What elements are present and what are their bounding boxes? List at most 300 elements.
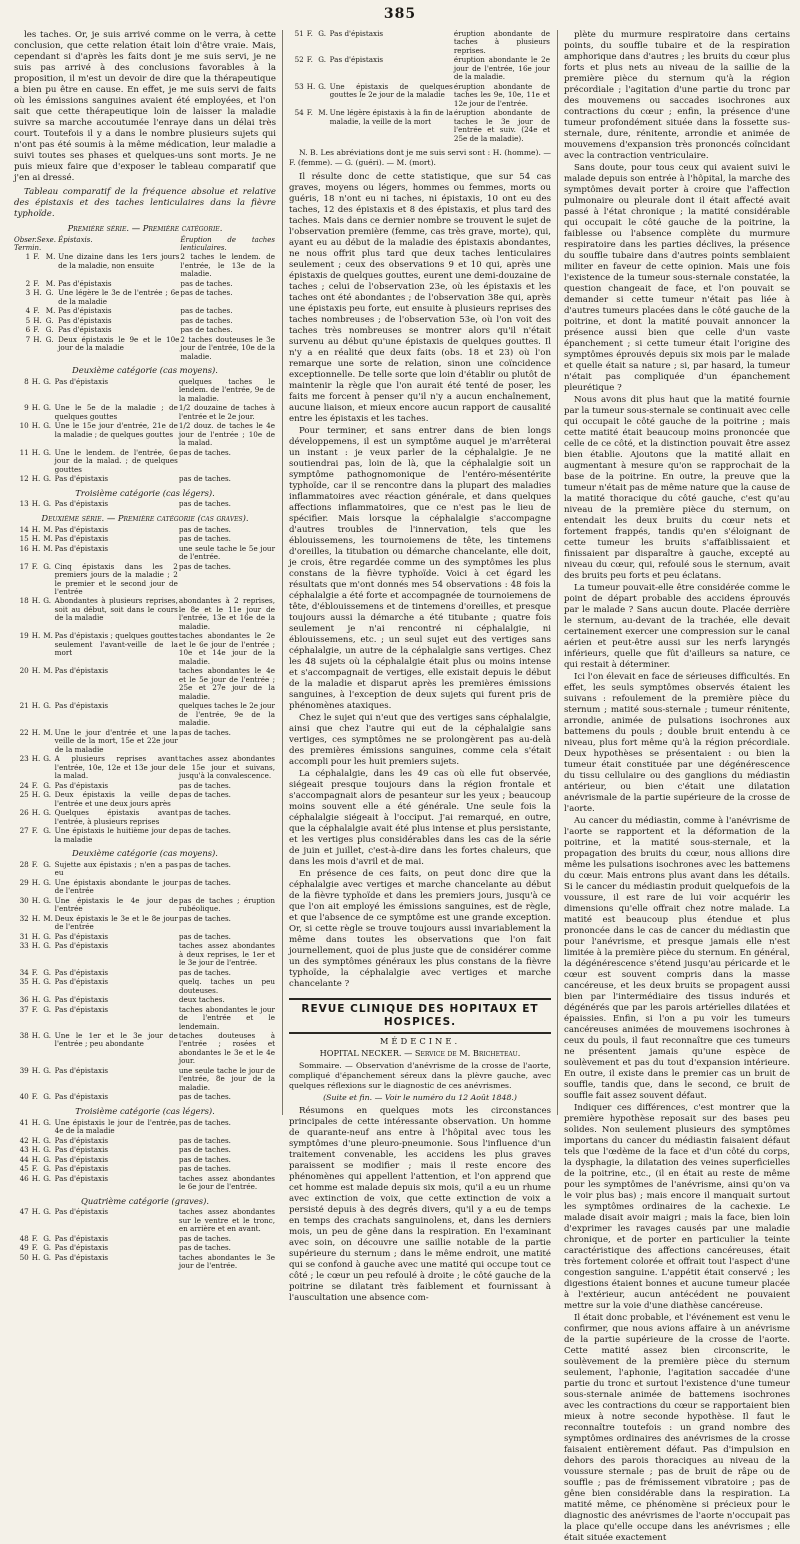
table-row [14,1067,276,1093]
epistaxis-cell: Quelques épistaxis avant l'entrée, à plusieurs reprises [54,808,178,826]
sex-cell: H. [31,1154,41,1164]
outcome-cell: G. [43,877,51,887]
sex-cell: F. [31,1092,38,1102]
outcome-cell: M. [43,534,53,544]
epistaxis-cell: Pas d'épistaxis [54,1092,109,1102]
eruption-cell: pas de taches. [178,859,231,869]
header-obs: Obser.Sexe. Termin. [14,235,57,252]
table-row [14,1137,276,1146]
outcome-cell: M. [43,913,53,923]
case-number: 20 [19,666,29,676]
table-row [289,56,551,82]
epistaxis-cell: Une le 15e jour d'entrée, 21e de la maladie ; de quelques gouttes [54,421,178,439]
epistaxis-cell: Pas d'épistaxis [54,1173,109,1183]
case-number: 22 [19,727,29,737]
case-number: 34 [19,967,29,977]
series-2-title: Deuxième série. — Première catégorie (cas graves). [41,512,249,523]
case-number: 19 [19,631,29,641]
case-number: 42 [19,1135,29,1145]
sex-cell: H. [31,1117,41,1127]
case-number: 17 [19,561,29,571]
table-row [14,1146,276,1155]
outcome-cell: G. [43,754,51,764]
case-number: 39 [19,1065,29,1075]
sex-cell: H. [31,524,41,534]
sex-cell: H. [306,81,316,91]
case-number: 31 [19,931,29,941]
outcome-cell: G. [43,967,51,977]
sex-cell: H. [31,474,41,484]
sex-cell: H. [31,727,41,737]
table-row [14,1156,276,1165]
sex-cell: H. [31,941,41,951]
epistaxis-cell: Pas d'épistaxis [54,1135,109,1145]
cases-table-3 [14,500,276,509]
eruption-cell: pas de taches. [178,474,231,484]
eruption-cell: éruption abondante le 2e jour de l'entrée, 16e jour de la maladie. [453,55,550,82]
paragraph: La tumeur pouvait-elle être considérée comme le point de départ probable des accidens éprouvés par le malade ? Sans aucun doute. Placée derrière le sternum, au-devant de la trachée, elle devait certainement exercer une compression sur le canal aérien et peut-être aussi sur les nerfs laryngés inférieurs, quelle que fût d'ailleurs sa nature, ce qui restait à déterminer. [564,583,790,670]
outcome-cell: G. [43,895,51,905]
case-number: 43 [19,1145,29,1155]
sex-cell: H. [31,1135,41,1145]
table-row [14,667,276,702]
eruption-cell: abondantes à 2 reprises, le 8e et le 11e jour de l'entrée, 13e et 16e de la maladie. [178,596,275,631]
table-row [14,307,276,316]
sex-cell: H. [31,1065,41,1075]
epistaxis-cell: Pas d'épistaxis [54,499,109,509]
case-number: 26 [19,808,29,818]
outcome-cell: M. [45,278,56,288]
table-row [14,289,276,307]
outcome-cell: G. [43,1065,51,1075]
eruption-cell: une seule tache le 5e jour de l'entrée. [178,543,275,562]
sex-cell: H. [31,701,41,711]
table-row [14,500,276,509]
cases-table-1 [14,236,276,362]
epistaxis-cell: A plusieurs reprises avant l'entrée, 10e, 12e et 13e jour de la malad. [54,754,178,781]
outcome-cell: G. [43,1031,51,1040]
eruption-cell: pas de taches. [178,1164,231,1174]
sex-cell: H. [31,877,41,887]
case-number: 4 [25,306,31,316]
case-number: 53 [294,81,304,91]
epistaxis-cell: Pas d'épistaxis [54,1164,109,1174]
outcome-cell: G. [43,701,51,711]
epistaxis-cell: Pas d'épistaxis [58,306,112,316]
paragraph: En présence de ces faits, on peut donc dire que la céphalalgie avec vertiges et marche chancelante au début de la fièvre typhoïde et dans les premiers jours, jusqu'à ce que l'on ait employé les émissions sanguines, est de règle, et que l'absence de ce symptôme est une grande exception. Or, si cette règle se trouve toujours aussi invariablement la même dans toutes les observations que l'on fait journellement, quoi de plus juste que de considérer comme un des symptômes généraux les plus constans de la fièvre typhoïde, la céphalalgie avec vertiges et marche chancelante ? [289,868,551,989]
eruption-cell: pas de taches. [180,278,233,288]
outcome-cell: G. [43,1004,51,1014]
outcome-cell: G. [43,995,51,1005]
outcome-cell: G. [43,1207,51,1217]
outcome-cell: G. [43,403,51,413]
epistaxis-cell: Pas d'épistaxis [54,967,109,977]
eruption-cell: pas de taches. [178,1117,231,1127]
case-number: 14 [19,524,29,534]
case-number: 8 [24,376,29,386]
outcome-cell: M. [45,306,56,316]
sex-cell: H. [31,1173,41,1183]
eruption-cell: taches douteuses à l'entrée ; rosées et abondantes le 3e et le 4e jour. [178,1031,275,1066]
sex-cell: H. [33,334,42,344]
epistaxis-cell: Pas d'épistaxis [58,315,112,325]
intro-paragraphs [14,30,276,184]
eruption-cell: pas de taches. [178,727,231,737]
column-3 [564,30,790,1543]
outcome-cell: M. [43,524,53,534]
case-number: 36 [19,995,29,1005]
epistaxis-cell: Pas d'épistaxis [54,1154,109,1164]
epistaxis-cell: Pas d'épistaxis [58,325,112,335]
outcome-cell: G. [43,1173,51,1183]
sex-cell: H. [31,808,41,818]
header-epistaxis: Épistaxis. [58,235,93,244]
case-number: 35 [19,977,29,987]
sex-cell: F. [31,1164,38,1174]
paragraph: Indiquer ces différences, c'est montrer que la première hypothèse reposait sur des bases peu solides. Non seulement plusieurs des symptômes importans du cancer du médiastin faisaient défaut tels que l'œdème de la face et d'un côté du corps, la dysphagie, la dilatation des veines superficielles de la poitrine, etc., (il en était au reste de même pour les symptômes de l'anévrisme, ainsi qu'on va le voir plus bas) ; mais encore il manquait surtout les symptômes ordinaires de la cachexie. Le malade disait avoir maigri ; mais la face, bien loin d'exprimer les ravages causés par une maladie chronique, et de porter en particulier la teinte caractéristique des affections cancéreuses, était très fortement colorée et offrait tout l'aspect d'une congestion sanguine. L'appétit était conservé ; les digestions étaient bonnes et aucune tumeur placée à l'extérieur, aucun antécédent ne pouvaient mettre sur la voie d'une diathèse cancéreuse. [564,1103,790,1311]
eruption-cell: quelq. taches un peu douteuses. [178,977,275,995]
paragraph: plète du murmure respiratoire dans certains points, du souffle tubaire et de la respiration amphorique dans d'autres ; les bruits du cœur plus forts et plus nets au niveau de la saillie de la première pièce du sternum qu'à la région précordiale ; l'agitation d'une partie du tronc par des mouvemens ou saccades isochrones aux contractions du cœur ; enfin, la présence d'une tumeur profondément située dans la fossette sus-sternale, dure, rénitente, arrondie et animée de mouvemens d'expansion très prononcés coïncidant avec la contraction ventriculaire. [564,30,790,161]
epistaxis-cell: Une épistaxis abondante le jour de l'entrée [54,877,178,896]
abbreviations-note: N. B. Les abréviations dont je me suis servi sont : H. (homme). — F. (femme). — G. (guéri). — M. (mort). [289,148,551,168]
eruption-cell: pas de taches. [178,1233,231,1243]
sex-cell: F. [33,306,40,316]
outcome-cell: G. [45,325,54,335]
outcome-cell: G. [43,596,51,606]
outcome-cell: G. [43,780,51,790]
journal-section-header: REVUE CLINIQUE DES HOPITAUX ET HOSPICES. [289,998,551,1034]
outcome-cell: G. [43,859,51,869]
epistaxis-cell: Pas d'épistaxis [329,29,384,38]
category-2-title: Deuxième catégorie (cas moyens). [72,365,218,376]
outcome-cell: G. [43,790,51,800]
outcome-cell: G. [43,1092,51,1102]
eruption-cell: pas de taches. [178,877,231,887]
epistaxis-cell: Une épistaxis de quelques gouttes le 2e jour de la maladie [329,81,453,100]
table-row [289,83,551,109]
epistaxis-cell: Pas d'épistaxis [54,780,109,790]
sex-cell: F. [31,826,38,836]
summary: Sommaire. — Observation d'anévrisme de la crosse de l'aorte, compliqué d'épanchement séreux dans la plèvre gauche, avec quelques réflexions sur le diagnostic de ces anévrismes. [289,1060,551,1090]
sex-cell: H. [31,1031,41,1040]
outcome-cell: M. [45,252,56,262]
outcome-cell: M. [43,666,53,676]
eruption-cell: deux taches. [178,995,225,1005]
eruption-cell: quelques taches le lendem. de l'entrée, 9e de la maladie. [178,376,275,403]
case-number: 9 [24,403,29,413]
eruption-cell: pas de taches. [178,534,231,544]
epistaxis-cell: Pas d'épistaxis [329,55,384,65]
case-number: 16 [19,543,29,553]
case-number: 30 [19,895,29,905]
cases-table-8 [289,30,551,144]
column-2 [289,29,552,1303]
table-row [14,475,276,484]
epistaxis-cell: Deux épistaxis le 9e et le 10e jour de la maladie [58,334,180,353]
page-number: 385 [383,6,417,22]
table-row [14,915,276,933]
table-row [14,545,276,563]
epistaxis-cell: Pas d'épistaxis [58,278,112,288]
epistaxis-cell: Pas d'épistaxis ; quelques gouttes seulement l'avant-veille de la mort [54,631,178,658]
case-number: 12 [19,474,29,484]
epistaxis-cell: Deux épistaxis la veille de l'entrée et une deux jours après [54,790,178,808]
sex-cell: H. [31,995,41,1005]
epistaxis-cell: Pas d'épistaxis [54,524,109,534]
table-row [14,404,276,422]
case-number: 52 [294,55,304,65]
epistaxis-cell: Deux épistaxis le 3e et le 8e jour de l'entrée [54,913,178,932]
case-number: 3 [25,288,31,298]
eruption-cell: une seule tache le jour de l'entrée, 8e jour de la maladie. [178,1065,275,1092]
table-caption: Tableau comparatif de la fréquence absolue et relative des épistaxis et des taches lenticulaires dans la fièvre typhoïde. [14,187,276,219]
table-row [14,1208,276,1234]
table-row [14,809,276,827]
epistaxis-cell: Pas d'épistaxis [54,995,109,1005]
table-row [14,861,276,879]
sex-cell: H. [31,447,41,457]
paragraph: Ici l'on élevait en face de sérieuses difficultés. En effet, les seuls symptômes observés étaient les suivans : refoulement de la première pièce du sternum ; matité sous-sternale ; tumeur rénitente, arrondie, animée de pulsations isochrones aux battemens du pouls ; double bruit entendu à ce niveau, plus fort même qu'à la région précordiale. Deux hypothèses se présentaient : ou bien la tumeur était constituée par une dégénérescence du tissu cellulaire ou des ganglions du médiastin antérieur, ou bien c'était une dilatation anévrismale de la partie supérieure de la crosse de l'aorte. [564,672,790,814]
case-number: 41 [19,1117,29,1127]
epistaxis-cell: Une le lendem. de l'entrée, 6e jour de la malad. ; de quelques gouttes [54,447,178,474]
cases-table-6 [14,1119,276,1193]
eruption-cell: pas de taches. [178,967,231,977]
case-number: 24 [19,780,29,790]
epistaxis-cell: Une le jour d'entrée et une la veille de la mort, 15e et 22e jour de la maladie [54,727,178,754]
column-rule-2 [557,30,558,1115]
eruption-cell: pas de taches ; éruption rubéolique. [178,895,275,914]
sex-cell: H. [31,754,41,764]
eruption-cell: pas de taches. [178,931,231,941]
sex-cell: H. [31,499,41,509]
outcome-cell: G. [43,931,51,941]
case-number: 21 [19,701,29,711]
sex-cell: F. [31,1004,38,1014]
s2-category-2-title: Deuxième catégorie (cas moyens). [72,848,218,859]
table-row [14,1235,276,1244]
table-row [14,942,276,968]
table-row [14,1006,276,1032]
hospital-line: HOPITAL NECKER. — Service de M. Bricheteau. [319,1048,521,1059]
case-number: 28 [19,859,29,869]
epistaxis-cell: Pas d'épistaxis [54,1243,109,1253]
outcome-cell: M. [43,543,53,553]
case-number: 7 [25,334,31,344]
eruption-cell: 1/2 douzaine de taches à l'entrée et le 2e jour. [178,403,275,421]
sex-cell: F. [306,108,313,118]
epistaxis-cell: Pas d'épistaxis [54,1207,109,1217]
case-number: 6 [25,325,31,335]
eruption-cell: taches assez abondantes sur le ventre et le tronc, en arrière et en avant. [178,1207,275,1234]
paragraph: Résumons en quelques mots les circonstances principales de cette intéressante observation. Un homme de quarante-neuf ans entre à l'hôpital avec tous les symptômes d'une pleuro-pneumonie. Sous l'influence d'un traitement convenable, les accidens les plus graves paraissent se modifier ; mais il reste encore des phénomènes qui appellent l'attention, et l'on apprend que cet homme est malade depuis six mois, qu'il a eu un rhume avec extinction de voix, que cette extinction de voix a persisté depuis à des degrés divers, qu'il y a eu de temps en temps des crachats sanguinolens, et, dans les derniers mois, un peu de gêne dans la respiration. En l'examinant avec soin, on découvre une saillie notable de la partie supérieure du sternum ; dans le même endroit, une matité qui se confond à gauche avec une matité qui occupe tout ce côté ; le cœur un peu refoulé à droite ; le côté gauche de la poitrine se dilatant très faiblement et fournissant à l'auscultation une absence com- [289,1105,551,1303]
table-row [14,449,276,475]
outcome-cell: G. [43,977,51,987]
table-row [14,317,276,326]
table-row [14,729,276,755]
table-row [14,597,276,632]
table-row [14,253,276,279]
table-row [289,109,551,144]
case-number: 33 [19,941,29,951]
s2-category-4-title: Quatrième catégorie (graves). [80,1195,210,1206]
outcome-cell: M. [43,727,53,737]
sex-cell: H. [31,534,41,544]
eruption-cell: pas de taches. [178,499,231,509]
epistaxis-cell: Pas d'épistaxis [54,1004,109,1014]
epistaxis-cell: Pas d'épistaxis [54,1233,109,1243]
epistaxis-cell: Une légère le 3e de l'entrée ; 6e de la maladie [58,288,180,306]
epistaxis-cell: Sujette aux épistaxis ; n'en a pas eu [54,859,178,878]
outcome-cell: G. [318,29,326,38]
outcome-cell: G. [43,1164,51,1174]
epistaxis-cell: Pas d'épistaxis [54,474,109,484]
case-number: 50 [19,1252,29,1262]
table-row [14,526,276,535]
cases-table-7 [14,1208,276,1271]
sex-cell: H. [31,790,41,800]
epistaxis-cell: Une le 5e de la maladie ; de quelques gouttes [54,403,178,421]
continuation-note: (Suite et fin. — Voir le numéro du 12 Août 1848.) [323,1092,517,1102]
outcome-cell: G. [43,1252,51,1262]
eruption-cell: taches abondantes le 4e et le 5e jour de l'entrée ; 25e et 27e jour de la maladie. [178,666,275,701]
eruption-cell: éruption abondante de taches les 9e, 10e, 11e et 12e jour de l'entrée. [453,81,550,108]
eruption-cell: pas de taches. [178,780,231,790]
case-number: 46 [19,1173,29,1183]
eruption-cell: pas de taches. [178,1135,231,1145]
eruption-cell: éruption abondante de taches le 3e jour de l'entrée et suiv. (24e et 25e de la maladie). [453,108,550,143]
epistaxis-cell: Pas d'épistaxis [54,1145,109,1155]
outcome-cell: G. [45,288,54,298]
case-number: 13 [19,499,29,509]
outcome-cell: G. [43,447,51,457]
sex-cell: F. [31,967,38,977]
eruption-cell: pas de taches. [178,447,231,457]
epistaxis-cell: Une épistaxis le huitième jour de la maladie [54,826,178,844]
sex-cell: H. [31,631,41,641]
sex-cell: H. [31,376,41,386]
outcome-cell: G. [43,1135,51,1145]
case-number: 32 [19,913,29,923]
sex-cell: F. [31,1233,38,1243]
cases-table-5 [14,861,276,1103]
sex-cell: H. [31,1252,41,1262]
sex-cell: H. [31,913,41,923]
table-row [14,702,276,728]
epistaxis-cell: Une le 1er et le 3e jour de l'entrée ; peu abondante [54,1031,178,1049]
sex-cell: F. [31,1243,38,1253]
table-row [14,1254,276,1272]
outcome-cell: G. [43,1145,51,1155]
sex-cell: H. [31,1207,41,1217]
eruption-cell: 1/2 douz. de taches le 4e jour de l'entrée ; 10e de la malad. [178,421,275,448]
outcome-cell: G. [43,421,51,431]
case-number: 40 [19,1092,29,1102]
outcome-cell: G. [43,1117,51,1127]
outcome-cell: G. [45,315,54,325]
outcome-cell: G. [43,1233,51,1243]
paragraph: Chez le sujet qui n'eut que des vertiges sans céphalalgie, ainsi que chez l'autre qui eut de la céphalalgie sans vertiges, ces symptômes ne se prolongèrent pas au-delà des premières émissions sanguines, comme cela s'était accompli pour les huit premiers sujets. [289,712,551,767]
column-1 [14,30,276,1271]
table-row [14,1175,276,1193]
case-number: 11 [19,447,29,457]
eruption-cell: pas de taches. [178,826,231,836]
sex-cell: H. [31,931,41,941]
eruption-cell: taches abondantes le jour de l'entrée et le lendemain. [178,1004,275,1031]
epistaxis-cell: Cinq épistaxis dans les 2 premiers jours de la maladie ; 2 le premier et le second jour de l'entrée [54,561,178,596]
outcome-cell: M. [318,108,328,118]
cases-table-2 [14,378,276,485]
case-number: 54 [294,108,304,118]
case-number: 1 [25,252,31,262]
sex-cell: H. [31,421,41,431]
section-title: MÉDECINE. [379,1035,461,1046]
paragraph: Sans doute, pour tous ceux qui avaient suivi le malade depuis son entrée à l'hôpital, la marche des symptômes devait porter à croire que l'affection pulmonaire ou pleurale dont il était affecté avait passé à l'état chronique ; la matité considérable qui occupait le côté gauche de la poitrine, la faiblesse ou l'absence complète du murmure respiratoire dans les parties déclives, la présence du souffle tubaire dans d'autres points semblaient militer en faveur de cette opinion. Mais une fois l'existence de la tumeur sous-sternale constatée, la question changeait de face, et l'on pouvait se demander si cette tumeur n'était pas liée à d'autres tumeurs placées dans le côté gauche de la poitrine, et dont la matité pouvait annoncer la présence aussi bien que celle d'un vaste épanchement ; si cette tumeur était l'origine des symptômes éprouvés depuis six mois par le malade et quelle était sa nature ; si, par hasard, la tumeur n'était pas compliquée d'un épanchement pleurétique ? [564,163,790,393]
eruption-cell: 2 taches douteuses le 3e jour de l'entrée, 10e de la maladie. [180,334,275,361]
eruption-cell: taches abondantes le 3e jour de l'entrée. [178,1252,275,1271]
paragraph: La céphalalgie, dans les 49 cas où elle fut observée, siégeait presque toujours dans la région frontale et s'accompagnait alors de pesanteur sur les yeux ; beaucoup moins souvent elle a été générale. Une seule fois la céphalalgie siégeait à l'occiput. J'ai remarqué, en outre, que la céphalalgie avait été plus intense et plus persistante, et les vertiges plus considérables dans les cas de la série de juin et juillet, c'est-à-dire dans les fortes chaleurs, que dans les mois d'avril et de mai. [289,768,551,867]
case-number: 18 [19,596,29,606]
eruption-cell: pas de taches. [178,1243,231,1253]
paragraph: Au cancer du médiastin, comme à l'anévrisme de l'aorte se rapportent et la déformation de la poitrine, et la matité sous-sternale, et la propagation des bruits du cœur, nous allions dire même les pulsations isochrones avec les battemens du cœur. Mais entrons plus avant dans les détails. Si le cancer du médiastin produit quelquefois de la voussure, il est rare de lui voir acquérir les dimensions qu'elle offrait chez notre malade. La matité est beaucoup plus étendue et plus prononcée dans le cas de cancer du médiastin que pour l'anévrisme, et presque jamais elle n'est limitée à la première pièce du sternum. En général, la dégénérescence s'étend jusqu'au péricarde et le cœur est souvent compris dans la masse cancéreuse, et les deux bruits se propagent aussi bien par l'intermédiaire des tissus indurés et dégénérés que par les parois artérielles dilatées et épaissies. Enfin, si l'on a pu voir les tumeurs cancéreuses animées de mouvemens isochrones à ceux du pouls, il faut reconnaître que ces tumeurs ne présentent jamais qu'une espèce de soulèvement et pas du tout d'expansion intérieure. En outre, il existe dans le premier cas un bruit de souffle, tandis que, dans le second, ce bruit de souffle fait assez souvent défaut. [564,816,790,1101]
eruption-cell: pas de taches. [180,315,233,325]
sex-cell: H. [33,315,42,325]
sex-cell: F. [33,325,40,335]
epistaxis-cell: Pas d'épistaxis [54,941,109,951]
body-paragraphs-2 [289,1106,551,1304]
table-row [14,336,276,362]
paragraph: les taches. Or, je suis arrivé comme on le verra, à cette conclusion, que cette relation était loin d'être vraie. Mais, cependant si d'après les faits dont je me suis servi, je ne suis pas arrivé à des conclusions favorables à la proposition, il m'est un devoir de dire que la thérapeutique a bien pu être en cause. En effet, je me suis servi de faits où les émissions sanguines avaient été employées, et l'on sait que cette thérapeutique loin de laisser la maladie suivre sa marche accoutumée l'enraye dans un délai très court. Toutefois il y a dans le nombre plusieurs sujets qui n'ont pas été soumis à la même médication, leur maladie a suivi toutes ses phases et quelques-uns sont morts. Je ne puis mieux faire que d'exposer le tableau comparatif que j'en ai dressé. [14,30,276,183]
eruption-cell: taches assez abondantes à deux reprises, le 1er et le 3e jour de l'entrée. [178,941,275,968]
sex-cell: H. [31,666,41,676]
case-number: 29 [19,877,29,887]
outcome-cell: G. [43,826,51,836]
epistaxis-cell: Pas d'épistaxis [54,931,109,941]
sex-cell: H. [31,596,41,606]
case-number: 15 [19,534,29,544]
case-number: 48 [19,1233,29,1243]
epistaxis-cell: Pas d'épistaxis [54,666,109,676]
eruption-cell: pas de taches. [178,1092,231,1102]
table-row [14,632,276,667]
case-number: 38 [19,1031,29,1040]
sex-cell: F. [306,55,313,65]
case-number: 49 [19,1243,29,1253]
sex-cell: H. [31,403,41,413]
paragraph: Il résulte donc de cette statistique, que sur 54 cas graves, moyens ou légers, hommes ou femmes, morts ou guéris, 18 n'ont eu ni taches, ni épistaxis, 10 ont eu des taches, 12 des épistaxis et 8 des épistaxis, et plus tard des taches. Mais dans ce dernier nombre se trouvent le sujet de l'observation première (femme, cas très grave, morte), qui, ayant eu au début de la maladie des épistaxis abondantes, ne nous offrit plus tard que deux taches lenticulaires seulement ; ceux des observations 9 et 10 qui, après une épistaxis de quelques gouttes, eurent une demi-douzaine de taches ; celui de l'observation 23e, où les épistaxis et les taches ont été abondantes ; de l'observation 38e qui, après une épistaxis peu forte, eut ensuite à plusieurs reprises des taches nombreuses ; de l'observation 53e, où l'on voit des taches très nombreuses se montrer alors qu'il n'était survenu au début qu'une épistaxis de quelques gouttes. Il n'y a en réalité que deux faits (obs. 18 et 23) où l'on remarque une sorte de relation, sinon une coïncidence exceptionnelle. De telle sorte que loin d'établir ou plutôt de maintenir la règle que l'on aurait été tenté de poser, les faits me forcent à penser qu'il n'y a aucun enchaînement, aucune liaison, et mieux encore aucun rapport de causalité entre les épistaxis et les taches. [289,171,552,424]
sex-cell: H. [31,977,41,987]
case-number: 25 [19,790,29,800]
table-row [14,1093,276,1102]
paragraph: Il était donc probable, et l'événement est venu le confirmer, que nous avions affaire à un anévrisme de la partie supérieure de la crosse de l'aorte. Cette matité assez bien circonscrite, le soulèvement de la première pièce du sternum seulement, l'aphonie, l'agitation saccadée d'une partie du tronc et surtout l'existence d'une tumeur sous-sternale animée de battemens isochrones avec les contractions du cœur se rapportaient bien mieux à notre seconde hypothèse. Il faut le reconnaître toutefois : un grand nombre des symptômes ordinaires des anévrismes de la crosse faisaient entièrement défaut. Pas d'impulsion en dehors des parois thoraciques au niveau de la voussure sternale ; pas de bruit de râpe ou de souffle ; pas de frémissement vibratoire ; pas de gêne bien considérable dans la respiration. La matité même, ce phénomène si précieux pour le diagnostic des anévrismes de l'aorte n'occupait pas la place qu'elle occupe dans les anévrismes ; elle était située exactement [564,1313,790,1543]
table-row [14,827,276,845]
epistaxis-cell: Abondantes à plusieurs reprises, soit au début, soit dans le cours de la maladie [54,596,178,623]
table-row [14,755,276,781]
case-number: 27 [19,826,29,836]
case-number: 10 [19,421,29,431]
sex-cell: F. [31,859,38,869]
outcome-cell: M. [43,631,53,641]
outcome-cell: G. [43,941,51,951]
sex-cell: H. [31,543,41,553]
table-row [14,1032,276,1067]
epistaxis-cell: Une dizaine dans les 1ers jours de la maladie, non ensuite [58,252,180,270]
body-paragraphs-3 [564,30,790,1544]
case-number: 44 [19,1154,29,1164]
series-1-title: Première série. — Première catégorie. [67,223,223,233]
body-paragraphs [289,172,551,990]
outcome-cell: G. [318,55,326,65]
outcome-cell: G. [45,334,54,344]
